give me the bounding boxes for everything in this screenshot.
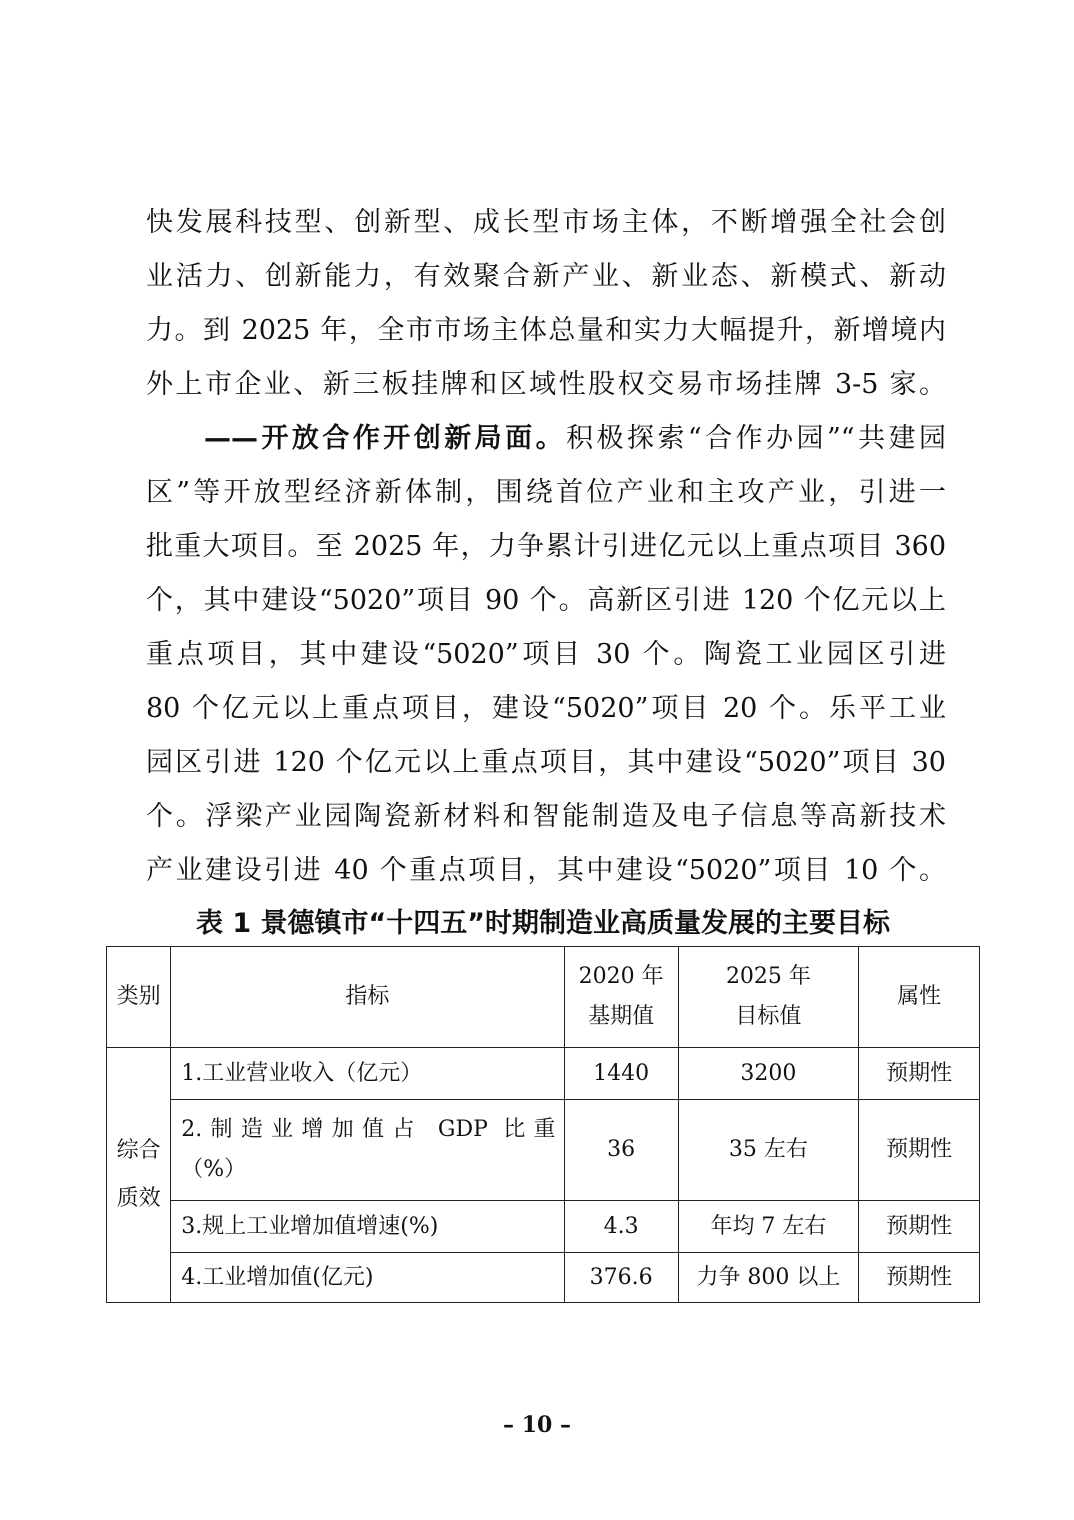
text-line: 80 个亿元以上重点项目，建设“5020”项目 20 个。乐平工业	[146, 693, 946, 724]
paragraph-heading: ——开放合作开创新局面。	[204, 423, 567, 454]
attribute-cell: 预期性	[859, 1253, 980, 1303]
table-row	[107, 1201, 980, 1253]
base-value-cell: 36	[564, 1100, 678, 1201]
indicator-cell	[171, 1100, 564, 1201]
text-line: 力。到 2025 年，全市市场主体总量和实力大幅提升，新增境内	[146, 315, 946, 346]
header-indicator: 指标	[171, 947, 564, 1048]
header-base-value	[564, 947, 678, 1048]
text-line: 批重大项目。至 2025 年，力争累计引进亿元以上重点项目 360	[146, 531, 946, 562]
base-value-cell: 376.6	[564, 1253, 678, 1303]
indicator-cell: 1.工业营业收入（亿元）	[171, 1048, 564, 1100]
target-value-cell: 35 左右	[678, 1100, 859, 1201]
indicator-line: 2.制造业增加值占 GDP 比重	[181, 1117, 556, 1142]
target-value-cell: 3200	[678, 1048, 859, 1100]
targets-table	[106, 946, 980, 1303]
attribute-cell: 预期性	[859, 1048, 980, 1100]
header-target-label: 目标值	[735, 1004, 802, 1029]
page-number: – 10 –	[503, 1412, 571, 1438]
paragraph-open-cooperation	[146, 412, 946, 898]
table-row	[107, 1100, 980, 1201]
header-base-year: 2020 年	[578, 964, 664, 989]
header-target-year: 2025 年	[725, 964, 811, 989]
header-target-value	[678, 947, 859, 1048]
indicator-cell: 4.工业增加值(亿元)	[171, 1253, 564, 1303]
text-line: 重点项目，其中建设“5020”项目 30 个。陶瓷工业园区引进	[146, 639, 946, 670]
text-line: 业活力、创新能力，有效聚合新产业、新业态、新模式、新动	[146, 261, 946, 292]
text-fragment: 积极探索“合作办园”“共建园	[566, 423, 946, 454]
text-line: 外上市企业、新三板挂牌和区域性股权交易市场挂牌 3-5 家。	[146, 369, 946, 400]
attribute-cell: 预期性	[859, 1201, 980, 1253]
base-value-cell: 4.3	[564, 1201, 678, 1253]
category-cell	[107, 1048, 171, 1303]
target-value-cell: 年均 7 左右	[678, 1201, 859, 1253]
indicator-line: （%）	[181, 1157, 247, 1182]
category-line: 质效	[116, 1186, 161, 1211]
paragraph-market-entities	[146, 196, 946, 412]
category-line: 综合	[116, 1138, 161, 1163]
attribute-cell: 预期性	[859, 1100, 980, 1201]
text-line: 园区引进 120 个亿元以上重点项目，其中建设“5020”项目 30	[146, 747, 946, 778]
text-line: 个。浮梁产业园陶瓷新材料和智能制造及电子信息等高新技术	[146, 801, 946, 832]
table-row	[107, 1253, 980, 1303]
indicator-cell: 3.规上工业增加值增速(%)	[171, 1201, 564, 1253]
base-value-cell: 1440	[564, 1048, 678, 1100]
text-line: 个，其中建设“5020”项目 90 个。高新区引进 120 个亿元以上	[146, 585, 946, 616]
text-line: 产业建设引进 40 个重点项目，其中建设“5020”项目 10 个。	[146, 855, 946, 886]
text-line: 快发展科技型、创新型、成长型市场主体，不断增强全社会创	[146, 207, 946, 238]
header-base-label: 基期值	[588, 1004, 655, 1029]
table-title: 表 1 景德镇市“十四五”时期制造业高质量发展的主要目标	[195, 908, 891, 939]
target-value-cell: 力争 800 以上	[678, 1253, 859, 1303]
text-line-lead	[146, 412, 946, 466]
header-attribute: 属性	[859, 947, 980, 1048]
table-row	[107, 1048, 980, 1100]
table-header-row	[107, 947, 980, 1048]
header-category: 类别	[107, 947, 171, 1048]
text-line: 区”等开放型经济新体制，围绕首位产业和主攻产业，引进一	[146, 477, 946, 508]
